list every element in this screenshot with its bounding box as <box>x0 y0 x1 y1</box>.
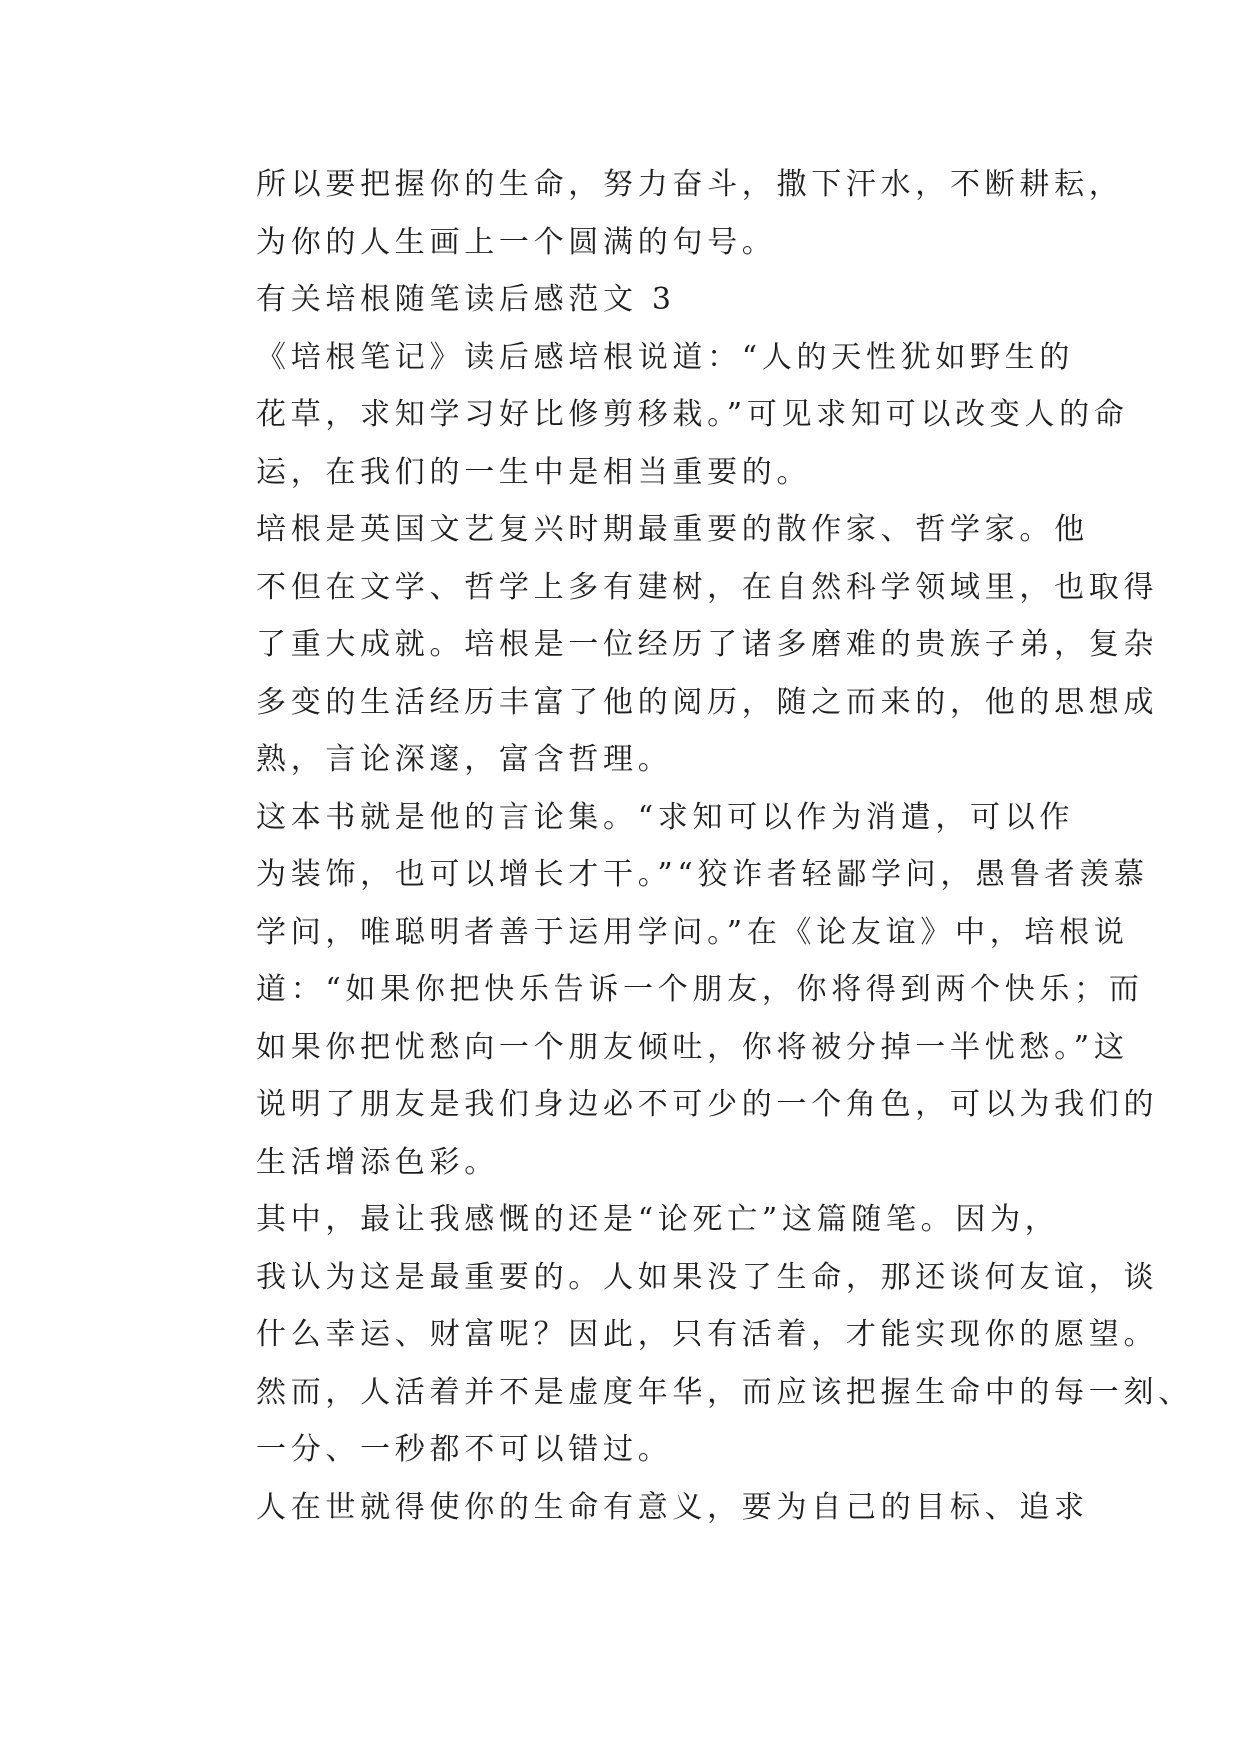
text-line: 道：“如果你把快乐告诉一个朋友，你将得到两个快乐；而 <box>256 972 1144 1007</box>
text-line: 多变的生活经历丰富了他的阅历，随之而来的，他的思想成 <box>256 684 1159 720</box>
paragraph-6 <box>190 1191 1193 1479</box>
text-line: 为装饰，也可以增长才干。”“狡诈者轻鄙学问，愚鲁者羡慕 <box>256 857 1149 892</box>
paragraph-7 <box>190 1479 1089 1537</box>
text-line: 所以要把握你的生命，努力奋斗，撒下汗水，不断耕耘， <box>256 167 1124 202</box>
text-line: 什么幸运、财富呢？因此，只有活着，才能实现你的愿望。 <box>256 1317 1159 1352</box>
text-line: 了重大成就。培根是一位经历了诸多磨难的贵族子弟，复杂 <box>256 627 1159 662</box>
text-line: 熟，言论深邃，富含哲理。 <box>256 742 673 777</box>
text-line: 为你的人生画上一个圆满的句号。 <box>256 224 777 260</box>
text-line: 一分、一秒都不可以错过。 <box>256 1432 673 1467</box>
text-line: 这本书就是他的言论集。“求知可以作为消遣，可以作 <box>256 799 1075 835</box>
paragraph-4 <box>190 501 1159 789</box>
text-line: 如果你把忧愁向一个朋友倾吐，你将被分掉一半忧愁。”这 <box>256 1029 1129 1065</box>
section-heading <box>190 271 1056 329</box>
text-line: 我认为这是最重要的。人如果没了生命，那还谈何友谊，谈 <box>256 1259 1159 1295</box>
text-line: 学问，唯聪明者善于运用学问。”在《论友谊》中，培根说 <box>256 914 1129 950</box>
paragraph-3 <box>190 329 1129 502</box>
text-line: 说明了朋友是我们身边必不可少的一个角色，可以为我们的 <box>256 1087 1159 1122</box>
text-line: 花草，求知学习好比修剪移栽。”可见求知可以改变人的命 <box>256 397 1129 432</box>
text-line: 其中，最让我感慨的还是“论死亡”这篇随笔。因为， <box>256 1202 1060 1237</box>
text-line: 《培根笔记》读后感培根说道：“人的天性犹如野生的 <box>256 339 1075 375</box>
text-line: 人在世就得使你的生命有意义，要为自己的目标、追求 <box>256 1489 1089 1525</box>
heading-text: 有关培根随笔读后感范文 3 <box>256 282 676 317</box>
text-line: 运，在我们的一生中是相当重要的。 <box>256 454 812 490</box>
text-line: 然而，人活着并不是虚度年华，而应该把握生命中的每一刻、 <box>256 1374 1193 1410</box>
text-line: 培根是英国文艺复兴时期最重要的散作家、哲学家。他 <box>256 512 1089 547</box>
document-body <box>190 156 1193 1536</box>
text-line: 生活增添色彩。 <box>256 1144 499 1180</box>
text-line: 不但在文学、哲学上多有建树，在自然科学领域里，也取得 <box>256 569 1159 605</box>
paragraph-5 <box>190 789 1159 1192</box>
paragraph-1 <box>190 156 1124 271</box>
